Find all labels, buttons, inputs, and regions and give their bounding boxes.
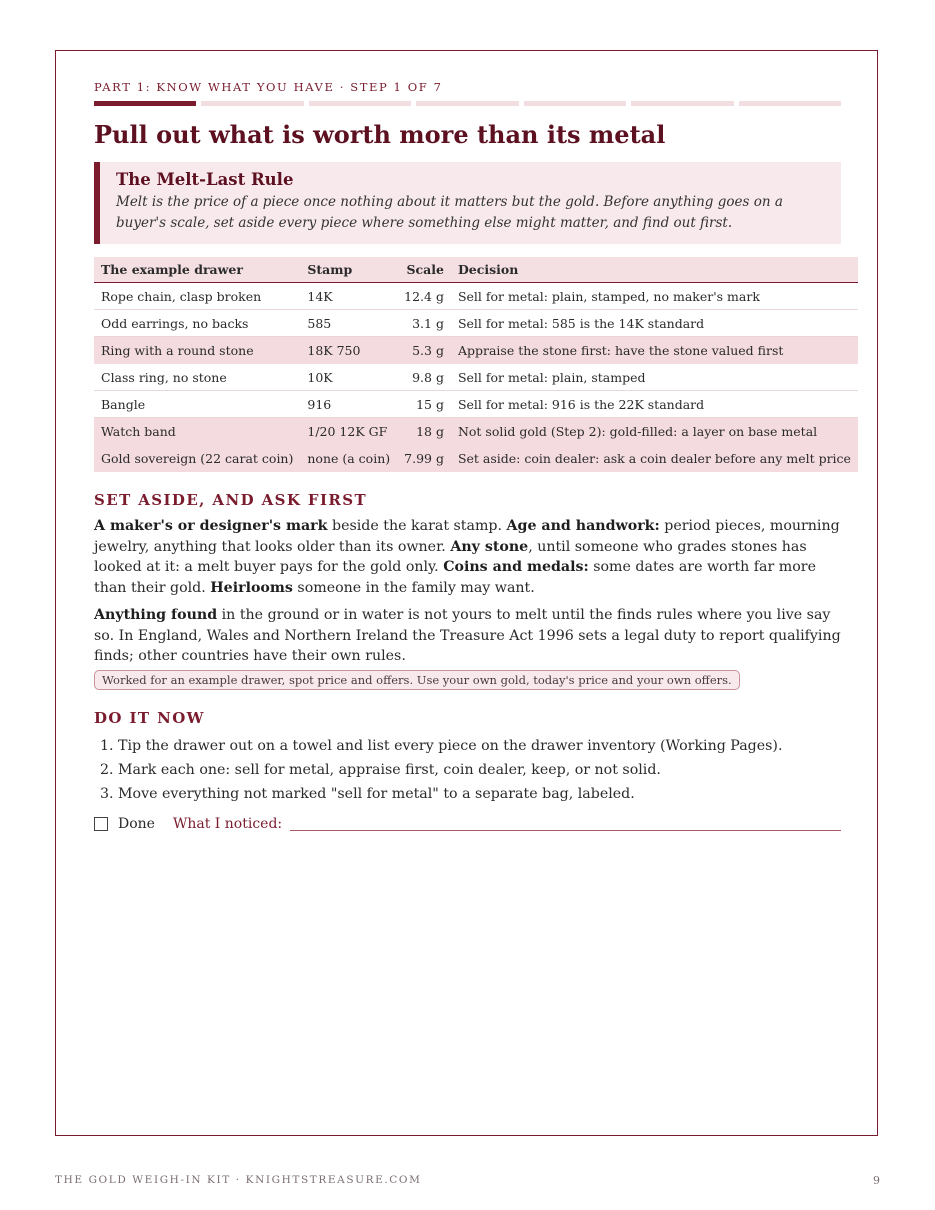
- finds-bold: Anything found: [94, 606, 218, 623]
- set-aside-text: someone in the family may want.: [292, 580, 535, 597]
- set-aside-term: Heirlooms: [210, 580, 293, 597]
- cell-stamp: 10K: [300, 364, 397, 391]
- cell-scale: 15 g: [397, 391, 451, 418]
- cell-stamp: 18K 750: [300, 337, 397, 364]
- cell-stamp: none (a coin): [300, 445, 397, 472]
- cell-stamp: 1/20 12K GF: [300, 418, 397, 445]
- table-row: [94, 310, 858, 337]
- cell-item: Rope chain, clasp broken: [94, 283, 300, 310]
- do-it-now-heading: DO IT NOW: [94, 708, 205, 727]
- melt-last-rule-callout: [94, 162, 841, 244]
- cell-scale: 3.1 g: [397, 310, 451, 337]
- table-row: [94, 364, 858, 391]
- column-header-stamp: Stamp: [300, 257, 397, 283]
- set-aside-paragraph: [94, 516, 841, 599]
- table-row: [94, 391, 858, 418]
- finds-paragraph: [94, 605, 841, 667]
- column-header-decision: Decision: [451, 257, 858, 283]
- list-item: 3. Move everything not marked "sell for metal" to a separate bag, labeled.: [118, 782, 841, 806]
- set-aside-term: Any stone: [450, 538, 529, 555]
- table-row: [94, 283, 858, 310]
- set-aside-term: Age and handwork:: [506, 518, 660, 534]
- cell-scale: 18 g: [397, 418, 451, 445]
- cell-scale: 12.4 g: [397, 283, 451, 310]
- done-row: [94, 816, 841, 832]
- table-header-row: [94, 257, 858, 283]
- cell-decision: Sell for metal: 585 is the 14K standard: [451, 310, 858, 337]
- step-segment: [524, 101, 626, 106]
- cell-stamp: 916: [300, 391, 397, 418]
- cell-scale: 7.99 g: [397, 445, 451, 472]
- cell-item: Class ring, no stone: [94, 364, 300, 391]
- set-aside-text: period pieces, mourning jewelry, anything that looks older than its owner.: [94, 518, 840, 555]
- rule-body: Melt is the price of a piece once nothing about it matters but the gold. Before anything goes on a buyer's scale, set aside every piece where something else might matter, and find out first.: [116, 194, 783, 231]
- part-kicker: PART 1: KNOW WHAT YOU HAVE · STEP 1 OF 7: [94, 80, 443, 94]
- cell-decision: Set aside: coin dealer: ask a coin dealer before any melt price: [451, 445, 858, 472]
- set-aside-heading: SET ASIDE, AND ASK FIRST: [94, 491, 368, 509]
- column-header-item: The example drawer: [94, 257, 300, 283]
- cell-decision: Sell for metal: 916 is the 22K standard: [451, 391, 858, 418]
- table-row: [94, 418, 858, 445]
- step-segment: [739, 101, 841, 106]
- done-checkbox[interactable]: [94, 817, 108, 831]
- list-item: 1. Tip the drawer out on a towel and list every piece on the drawer inventory (Working Pages).: [118, 734, 841, 758]
- set-aside-text: beside the karat stamp.: [327, 518, 507, 534]
- page-number: 9: [873, 1174, 880, 1187]
- cell-decision: Sell for metal: plain, stamped, no maker's mark: [451, 283, 858, 310]
- example-drawer-table: [94, 257, 858, 472]
- list-item: 2. Mark each one: sell for metal, appraise first, coin dealer, keep, or not solid.: [118, 758, 841, 782]
- do-it-now-list: [94, 734, 841, 806]
- cell-item: Gold sovereign (22 carat coin): [94, 445, 300, 472]
- table-row: [94, 445, 858, 472]
- cell-item: Watch band: [94, 418, 300, 445]
- cell-item: Bangle: [94, 391, 300, 418]
- page-title: Pull out what is worth more than its metal: [94, 120, 666, 149]
- set-aside-term: A maker's or designer's mark: [94, 518, 328, 534]
- cell-scale: 9.8 g: [397, 364, 451, 391]
- footer-title: THE GOLD WEIGH-IN KIT · KNIGHTSTREASURE.COM: [55, 1174, 422, 1186]
- step-segment: [201, 101, 303, 106]
- finds-text: in the ground or in water is not yours to melt until the finds rules where you live say so. In England, Wales and Northern Ireland the Treasure Act 1996 sets a legal duty to report qualifying finds; other countries have their own rules.: [94, 606, 841, 665]
- rule-title: The Melt-Last Rule: [116, 170, 294, 189]
- cell-scale: 5.3 g: [397, 337, 451, 364]
- column-header-scale: Scale: [397, 257, 451, 283]
- cell-decision: Appraise the stone first: have the stone valued first: [451, 337, 858, 364]
- cell-stamp: 14K: [300, 283, 397, 310]
- page-frame: [55, 50, 878, 1136]
- step-segment: [416, 101, 518, 106]
- done-label: Done: [118, 815, 155, 832]
- table-row: [94, 337, 858, 364]
- noticed-label: What I noticed:: [172, 815, 283, 832]
- cell-decision: Sell for metal: plain, stamped: [451, 364, 858, 391]
- set-aside-text: , until someone who grades stones has looked at it: a melt buyer pays for the gold only.: [94, 538, 807, 576]
- set-aside-term: Coins and medals:: [443, 559, 589, 576]
- step-progress-bar: [94, 101, 841, 106]
- cell-stamp: 585: [300, 310, 397, 337]
- cell-item: Ring with a round stone: [94, 337, 300, 364]
- step-segment: [94, 101, 196, 106]
- step-segment: [309, 101, 411, 106]
- cell-item: Odd earrings, no backs: [94, 310, 300, 337]
- set-aside-text: some dates are worth far more than their gold.: [94, 559, 816, 597]
- step-segment: [631, 101, 733, 106]
- page-content: [94, 79, 851, 832]
- example-note-badge: Worked for an example drawer, spot price and offers. Use your own gold, today's price and your own offers.: [94, 670, 740, 690]
- cell-decision: Not solid gold (Step 2): gold-filled: a layer on base metal: [451, 418, 858, 445]
- noticed-input-line[interactable]: [290, 816, 841, 831]
